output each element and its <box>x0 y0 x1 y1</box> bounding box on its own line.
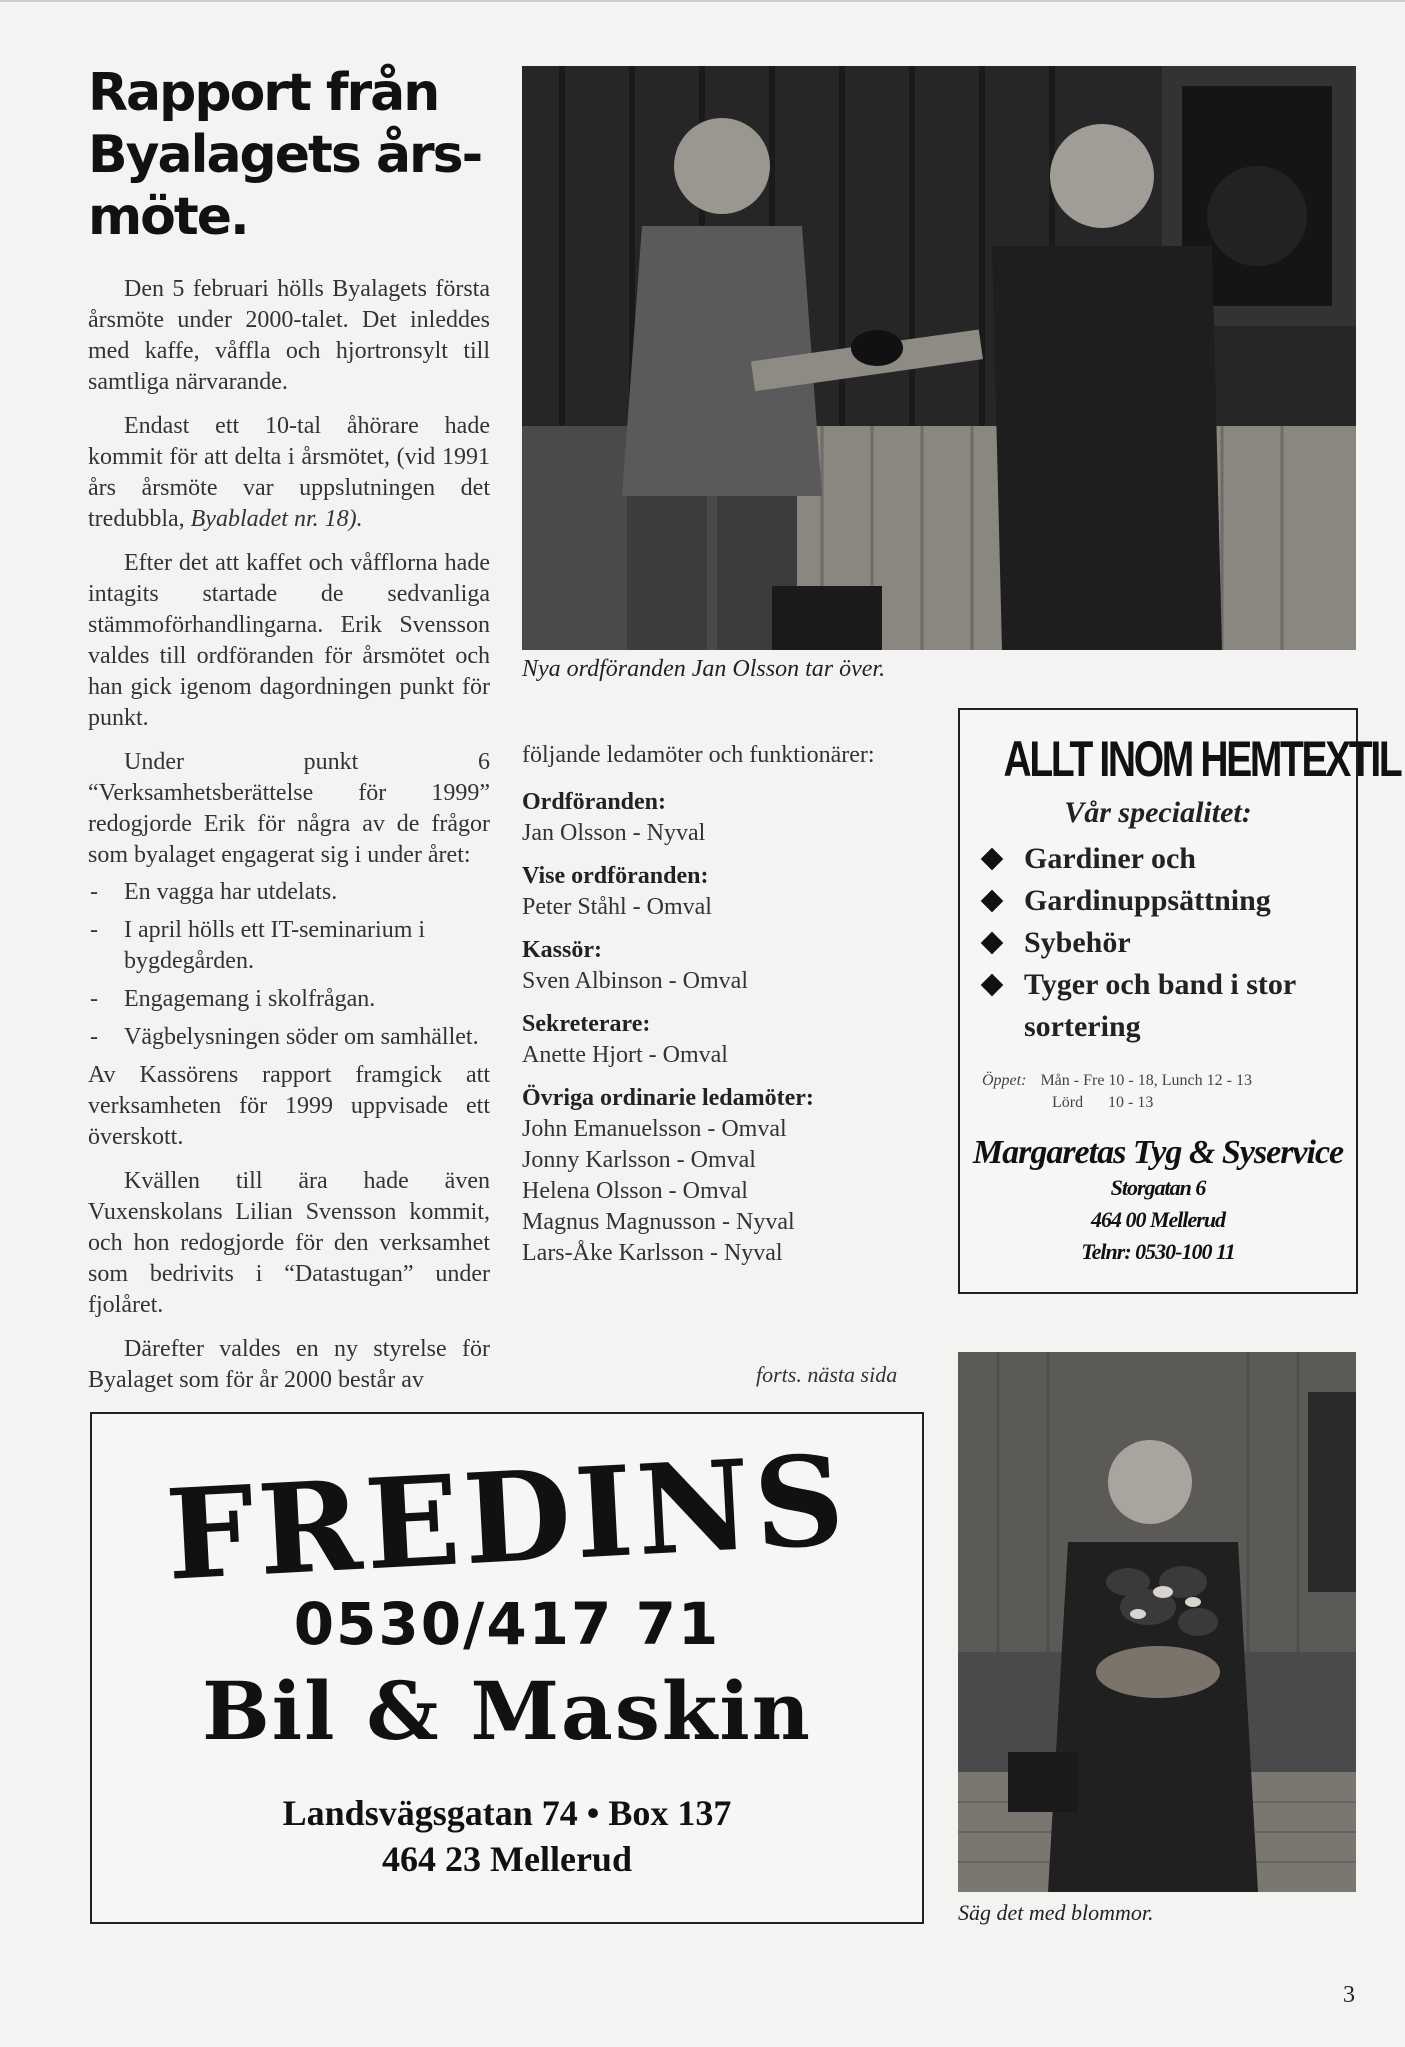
diamond-bullet-icon <box>981 848 1004 871</box>
shop-info <box>960 1134 1356 1268</box>
ad-fredins-phone: 0530/417 71 <box>293 1590 721 1658</box>
hours-saturday: 10 - 13 <box>1108 1094 1154 1111</box>
opening-hours <box>982 1070 1356 1114</box>
role-member: Peter Ståhl - Omval <box>522 894 712 920</box>
paragraph-2-reference: Byabladet nr. 18). <box>190 506 363 532</box>
hours-saturday-label: Lörd <box>1052 1094 1084 1111</box>
continued-note: forts. nästa sida <box>756 1362 898 1387</box>
list-item: - En vagga har utdelats. <box>88 877 490 908</box>
photo-handover-image <box>522 66 1356 650</box>
paragraph-2-text: Endast ett 10-tal åhörare hade kommit för att delta i årsmötet, (vid 1991 års årsmöte var uppslutningen det tredubbla, <box>88 413 490 532</box>
paragraph-4: Under punkt 6 “Verksamhetsberättelse för 1999” redogjorde Erik för några av de frågor som byalaget engagerat sig i under året: <box>88 749 490 868</box>
list-item <box>980 922 1356 964</box>
top-rule <box>0 0 1405 2</box>
photo-handover-caption: Nya ordföranden Jan Olsson tar över. <box>522 656 886 682</box>
ad-hemtextil-title: ALLT INOM HEMTEXTIL <box>1003 731 1401 787</box>
ad-fredins <box>90 1412 924 1924</box>
ad-hemtextil-subtitle: Vår specialitet: <box>1064 796 1252 829</box>
hours-label: Öppet: <box>982 1072 1027 1089</box>
article-column-1 <box>88 274 490 1409</box>
photo-handover <box>522 66 1356 650</box>
shop-street: Storgatan 6 <box>1110 1175 1206 1200</box>
role-member: John Emanuelsson - Omval <box>522 1116 787 1142</box>
ad-item-label: Tyger och band i stor sortering <box>1024 968 1296 1043</box>
role-secretary <box>522 1009 924 1071</box>
paragraph-5: Av Kassörens rapport framgick att verksamheten för 1999 uppvisade ett överskott. <box>88 1062 490 1150</box>
role-title: Ordföranden: <box>522 789 666 815</box>
diamond-bullet-icon <box>981 974 1004 997</box>
hours-weekdays: Mån - Fre 10 - 18, Lunch 12 - 13 <box>1040 1072 1252 1089</box>
role-title: Vise ordföranden: <box>522 863 709 889</box>
ad-hemtextil-list <box>960 838 1356 1048</box>
paragraph-7: Därefter valdes en ny styrelse för Byalaget som för år 2000 består av <box>88 1336 490 1393</box>
shop-name: Margaretas Tyg & Syservice <box>972 1134 1344 1171</box>
paragraph-3: Efter det att kaffet och våfflorna hade intagits startade de sedvanliga stämmoförhandlingarna. Erik Svensson valdes till ordföranden för årsmötet och han gick igenom dagordningen punkt för punkt. <box>88 550 490 731</box>
role-member: Anette Hjort - Omval <box>522 1042 728 1068</box>
ad-item-label: Gardinuppsättning <box>1024 884 1271 917</box>
list-item: - Vägbelysningen söder om samhället. <box>88 1022 490 1053</box>
article-column-2 <box>522 740 924 1281</box>
list-item: - I april hölls ett IT-seminarium i bygdegården. <box>88 915 490 977</box>
address-line: Landsvägsgatan 74 • Box 137 <box>282 1793 732 1833</box>
paragraph-1: Den 5 februari hölls Byalagets första årsmöte under 2000-talet. Det inleddes med kaffe, våffla och hjortronsylt till samtliga närvarande. <box>88 276 490 395</box>
ad-item-label: Sybehör <box>1024 926 1131 959</box>
page-number: 3 <box>1343 1982 1355 2008</box>
ad-fredins-content <box>92 1428 922 1882</box>
role-other-members <box>522 1083 924 1269</box>
role-title: Kassör: <box>522 937 602 963</box>
role-title: Sekreterare: <box>522 1011 651 1037</box>
list-item: - Engagemang i skolfrågan. <box>88 984 490 1015</box>
role-title: Övriga ordinarie ledamöter: <box>522 1085 814 1111</box>
role-member: Jan Olsson - Nyval <box>522 820 706 846</box>
photo-flowers-image <box>958 1352 1356 1892</box>
paragraph-2 <box>88 411 490 535</box>
role-treasurer <box>522 935 924 997</box>
ad-item-label: Gardiner och <box>1024 842 1196 875</box>
article-title: Rapport från Byalagets års-möte. <box>88 63 482 247</box>
ad-hemtextil <box>958 708 1401 1294</box>
shop-postal: 464 00 Mellerud <box>1090 1207 1226 1232</box>
diamond-bullet-icon <box>981 932 1004 955</box>
photo-flowers-caption: Säg det med blommor. <box>958 1900 1154 1925</box>
ad-fredins-business: Bil & Maskin <box>202 1664 812 1758</box>
role-member: Lars-Åke Karlsson - Nyval <box>522 1240 783 1266</box>
shop-phone: Telnr: 0530-100 11 <box>1081 1239 1235 1264</box>
ad-fredins-address <box>92 1790 922 1882</box>
ad-fredins-name: FREDINS <box>162 1428 852 1609</box>
role-member: Jonny Karlsson - Omval <box>522 1147 756 1173</box>
photo-flowers <box>958 1352 1356 1892</box>
list-item <box>980 880 1356 922</box>
role-member: Magnus Magnusson - Nyval <box>522 1209 795 1235</box>
diamond-bullet-icon <box>981 890 1004 913</box>
role-vice-chairman <box>522 861 924 923</box>
paragraph-8: följande ledamöter och funktionärer: <box>522 742 875 768</box>
list-item <box>980 838 1356 880</box>
role-chairman <box>522 787 924 849</box>
role-member: Helena Olsson - Omval <box>522 1178 748 1204</box>
activity-list <box>88 877 490 1053</box>
paragraph-6: Kvällen till ära hade även Vuxenskolans Lilian Svensson kommit, och hon redogjorde för den verksamhet som bedrivits i “Datastugan” under fjolåret. <box>88 1168 490 1318</box>
address-line: 464 23 Mellerud <box>382 1839 632 1879</box>
role-member: Sven Albinson - Omval <box>522 968 748 994</box>
list-item <box>980 964 1356 1048</box>
